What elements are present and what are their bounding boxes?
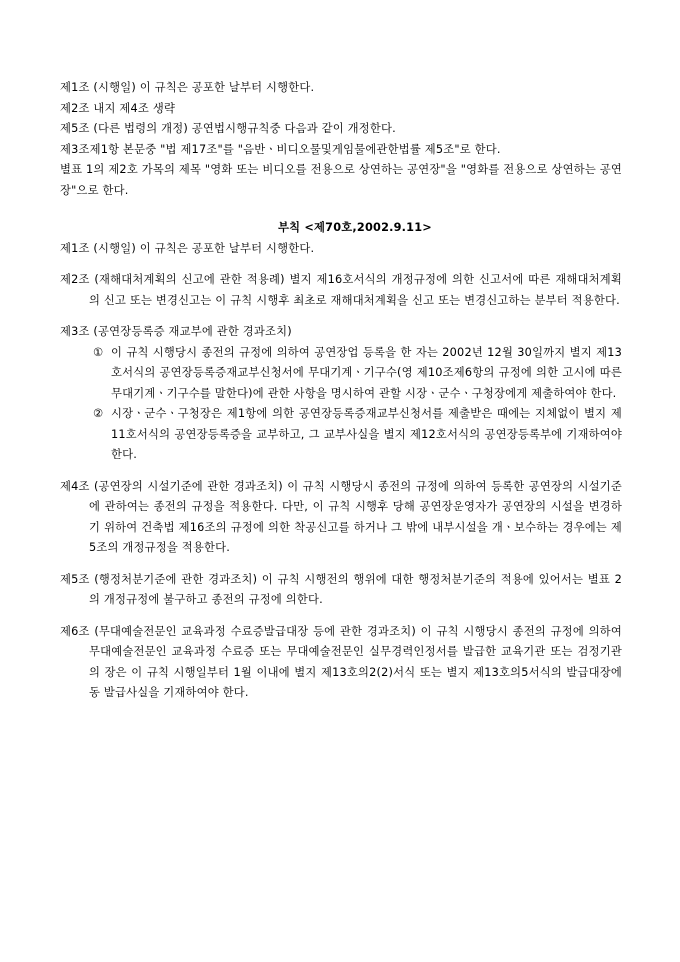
addendum-article-3-item-1 [60,343,622,405]
addendum-article-5: 제5조 (행정처분기준에 관한 경과조치) 이 규칙 시행전의 행위에 대한 행정처분기준의 적용에 있어서는 별표 2의 개정규정에 불구하고 종전의 규정에 의한다. [60,572,622,606]
spacer [60,559,622,570]
addendum-article-2: 제2조 (재해대처계획의 신고에 관한 적용례) 별지 제16호서식의 개정규정에 의한 신고서에 따른 재해대처계획의 신고 또는 변경신고는 이 규칙 시행후 최초로 재해대처계획을 신고 또는 변경신고하는 분부터 적용한다. [60,273,622,307]
document-body [60,78,622,704]
item-text-1: 이 규칙 시행당시 종전의 규정에 의하여 공연장업 등록을 한 자는 2002년 12월 30일까지 별지 제13호서식의 공연장등록증재교부신청서에 무대기계ㆍ기구수(영 제10조제6항의 규정에 의한 고시에 따른 무대기계ㆍ기구수를 말한다)에 관한 사항을 명시하여 관할 시장ㆍ군수ㆍ구청장에게 제출하여야 한다. [111,345,622,400]
top-article-2-4: 제2조 내지 제4조 생략 [60,101,176,115]
addendum-article-6: 제6조 (무대예술전문인 교육과정 수료증발급대장 등에 관한 경과조치) 이 규칙 시행당시 종전의 규정에 의하여 무대예술전문인 교육과정 수료증 또는 무대예술전문인 실무경력인정서를 발급한 교육기관 또는 검정기관의 장은 이 규칙 시행일부터 1월 이내에 별지 제13호의2(2)서식 또는 별지 제13호의5서식의 발급대장에 동 발급사실을 기재하여야 한다. [60,624,622,699]
addendum-article-3-item-2 [60,404,622,466]
spacer [60,311,622,322]
addendum-article-3-title: 제3조 (공연장등록증 재교부에 관한 경과조치) [60,325,292,338]
addendum-article-4: 제4조 (공연장의 시설기준에 관한 경과조치) 이 규칙 시행당시 종전의 규정에 의하여 등록한 공연장의 시설기준에 관하여는 종전의 규정을 적용한다. 다만, 이 규칙 시행후 당해 공연장운영자가 공연장의 시설을 변경하기 위하여 건축법 제16조의 규정에 의한 착공신고를 하거나 그 밖에 내부시설을 개ㆍ보수하는 경우에는 제5조의 개정규정을 적용한다. [60,479,622,554]
item-text-2: 시장ㆍ군수ㆍ구청장은 제1항에 의한 공연장등록증재교부신청서를 제출받은 때에는 지체없이 별지 제11호서식의 공연장등록증을 교부하고, 그 교부사실을 별지 제12호서식의 공연장등록부에 기재하여야 한다. [111,407,622,461]
item-number-2: ② [93,407,104,420]
top-article-1: 제1조 (시행일) 이 규칙은 공포한 날부터 시행한다. [60,81,315,94]
spacer [60,611,622,622]
top-amendment-line: 제3조제1항 본문중 "법 제17조"를 "음반ㆍ비디오물및게임물에관한법률 제5조"로 한다. [60,142,501,156]
spacer [60,201,622,212]
spacer [60,466,622,477]
top-article-5: 제5조 (다른 법령의 개정) 공연법시행규칙중 다음과 같이 개정한다. [60,122,396,135]
spacer [60,259,622,270]
top-amendment-paragraph: 별표 1의 제2호 가목의 제목 "영화 또는 비디오를 전용으로 상연하는 공연장"을 "영화를 전용으로 상연하는 공연장"으로 한다. [60,163,622,197]
item-number-1: ① [93,345,104,359]
addendum-article-1: 제1조 (시행일) 이 규칙은 공포한 날부터 시행한다. [60,241,315,255]
addendum-heading: 부칙 <제70호,2002.9.11> [278,221,432,234]
